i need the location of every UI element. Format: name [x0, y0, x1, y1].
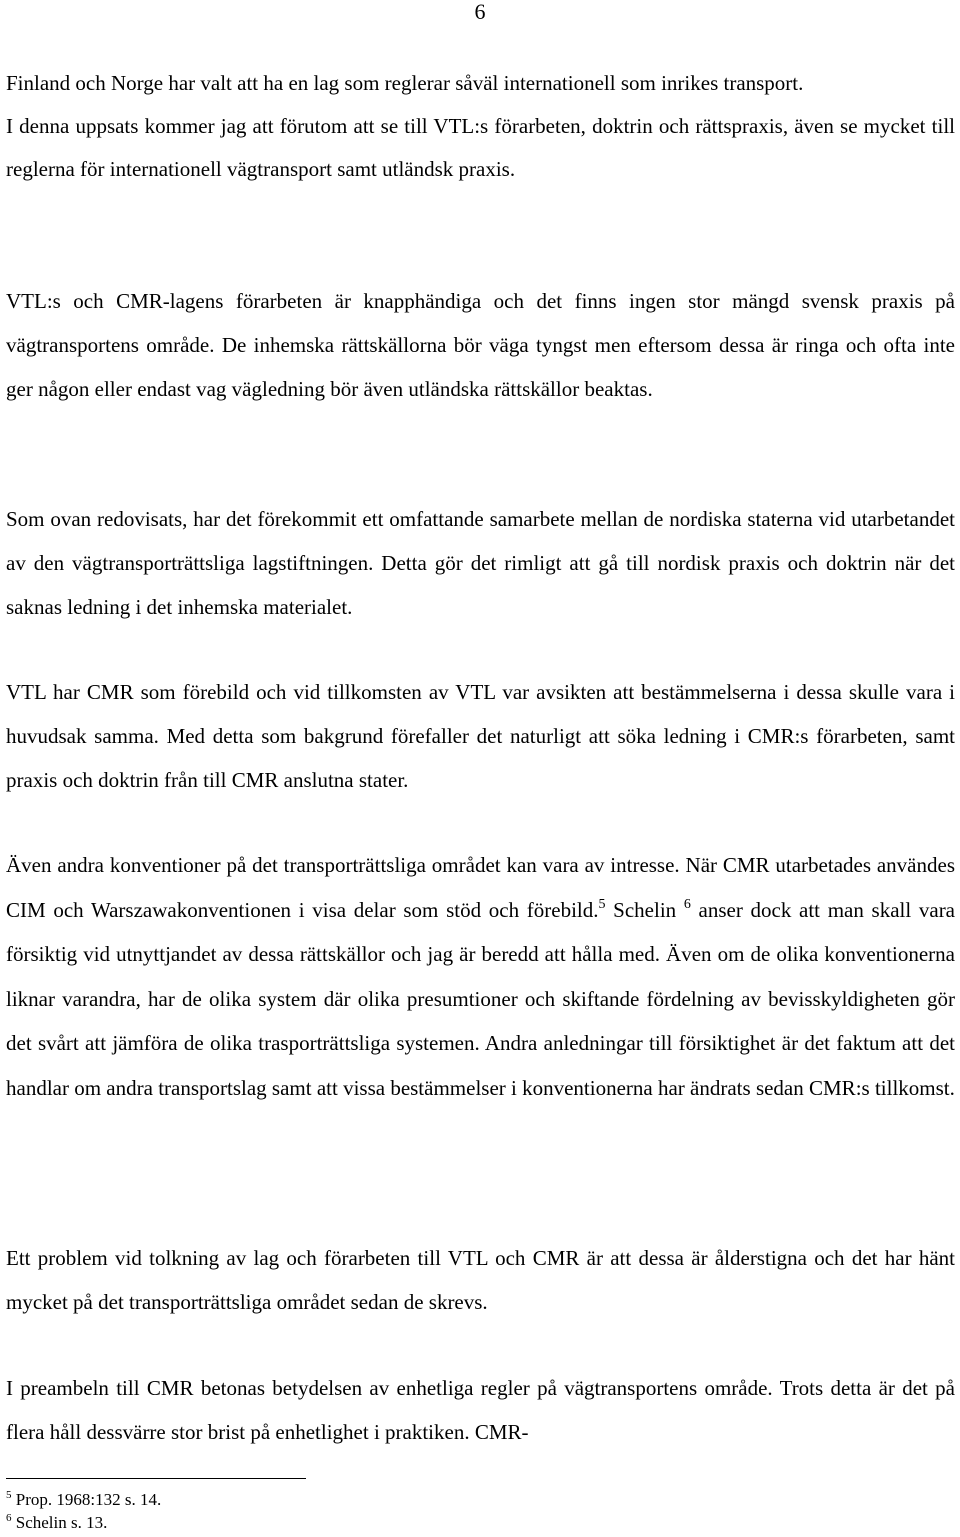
footnote-ref-5[interactable]: 5	[598, 896, 606, 912]
footnote-number: 6	[6, 1512, 12, 1524]
footnote-number: 5	[6, 1489, 12, 1501]
paragraph-8-text: I preambeln till CMR betonas betydelsen av enhetliga regler på vägtransportens område. Trots detta är det på flera håll dessvärre stor brist på enhetlighet i praktiken. CMR-	[6, 1376, 955, 1444]
paragraph-6-text	[6, 843, 955, 1110]
paragraph-7	[6, 1236, 955, 1324]
paragraph-6-part-c: anser dock att man skall vara försiktig vid utnyttjandet av dessa rättskällor och jag är beredd att hålla med. Även om de olika konventionerna liknar varandra, har de olika system där olika presumtioner och skiftande fördelning av bevisskyldigheten gör det svårt att jämföra de olika trasporträttsliga systemen. Andra anledningar till försiktighet är det faktum att det handlar om andra transportslag samt att vissa bestämmelser i konventionerna har ändrats sedan CMR:s tillkomst.	[6, 897, 956, 1100]
paragraph-4	[6, 497, 955, 629]
paragraph-3	[6, 279, 955, 411]
footnotes	[6, 1488, 161, 1534]
footnote-ref-6[interactable]: 6	[683, 896, 691, 912]
paragraph-3-text: VTL:s och CMR-lagens förarbeten är knapphändiga och det finns ingen stor mängd svensk praxis på vägtransportens område. De inhemska rättskällorna bör väga tyngst men eftersom dessa är ringa och ofta inte ger någon eller endast vag vägledning bör även utländska rättskällor beaktas.	[6, 289, 955, 401]
paragraph-5	[6, 670, 955, 802]
paragraph-7-text: Ett problem vid tolkning av lag och förarbeten till VTL och CMR är att dessa är ålderstigna och det har hänt mycket på det transporträttsliga området sedan de skrevs.	[6, 1246, 955, 1314]
paragraph-6	[6, 843, 955, 1110]
paragraph-6-part-b: Schelin	[613, 897, 677, 922]
paragraph-8	[6, 1366, 955, 1454]
paragraph-6-part-a: Även andra konventioner på det transporträttsliga området kan vara av intresse. När CMR utarbetades användes CIM och Warszawakonventionen i visa delar som stöd och förebild.	[6, 853, 955, 922]
paragraph-1-text: Finland och Norge har valt att ha en lag som reglerar såväl internationell som inrikes transport.	[6, 71, 804, 95]
footnote-separator	[6, 1478, 306, 1479]
footnote-text: Prop. 1968:132 s. 14.	[15, 1490, 162, 1509]
paragraph-4-text: Som ovan redovisats, har det förekommit ett omfattande samarbete mellan de nordiska staterna vid utarbetandet av den vägtransporträttsliga lagstiftningen. Detta gör det rimligt att gå till nordisk praxis och doktrin när det saknas ledning i det inhemska materialet.	[6, 507, 955, 619]
footnote-5	[6, 1488, 161, 1511]
footnote-text: Schelin s. 13.	[15, 1513, 108, 1532]
page-number: 6	[474, 0, 486, 24]
paragraph-5-text: VTL har CMR som förebild och vid tillkomsten av VTL var avsikten att bestämmelserna i dessa skulle vara i huvudsak samma. Med detta som bakgrund förefaller det naturligt att söka ledning i CMR:s förarbeten, samt praxis och doktrin från till CMR anslutna stater.	[6, 680, 955, 792]
paragraph-2-text: I denna uppsats kommer jag att förutom att se till VTL:s förarbeten, doktrin och rättspraxis, även se mycket till reglerna för internationell vägtransport samt utländsk praxis.	[6, 114, 955, 181]
paragraph-1	[6, 62, 955, 191]
footnote-6	[6, 1511, 161, 1534]
